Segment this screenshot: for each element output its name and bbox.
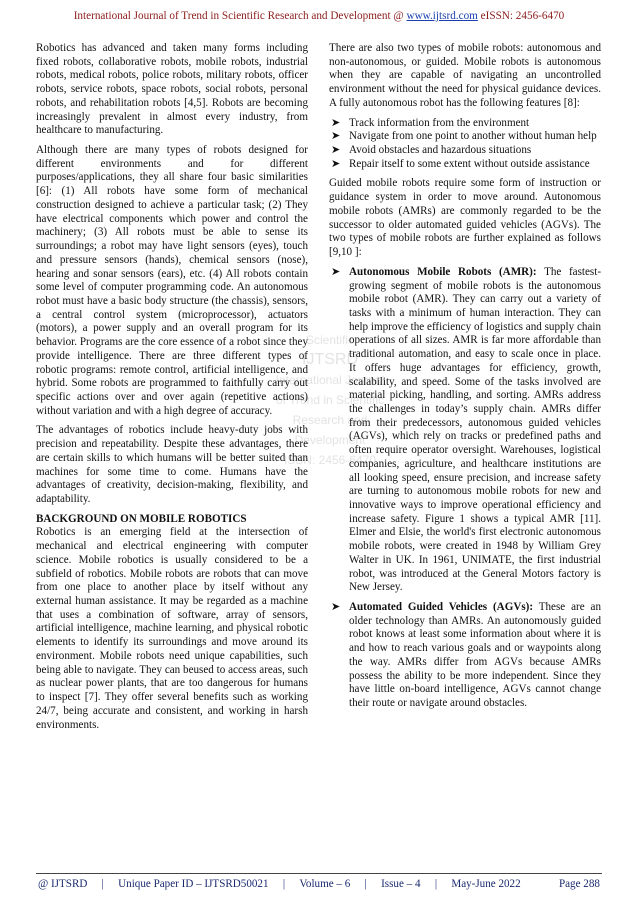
watermark-line: IJTSRD: [302, 351, 358, 368]
amr-text: The fastest-growing segment of mobile robots is the autonomous mobile robot (AMR). They can carry out a variety of tasks with a minimum of human interaction. They can help improve the efficiency of logistics and supply chain operations of all sizes. AMR is far more affordable than traditional automation, and easy to scale once in place. It offers huge advantages for efficiency, growth, scalability, and speed. Some of the tasks involved are material picking, handling, and sorting. AMRs address the challenges in today’s supply chain. AMRs differ from their predecessors, autonomous guided vehicles (AGVs), which rely on tracks or predefined paths and often require operator oversight. Warehouses, logistical companies, agriculture, and healthcare institutions are all looking speed, ensure precision, and increase safety are turning to autonomous mobile robots for new and innovative ways to improve operational efficiency and increase safety. Figure 1 shows a typical AMR [11]. Elmer and Elsie, the world's first electronic autonomous mobile robots, were created in 1948 by William Grey Walter in UK. In 1961, UNIMATE, the first industrial robot, was introduced at the General Motors factory is New Jersey.: [349, 265, 602, 594]
eissn: eISSN: 2456-6470: [480, 10, 565, 22]
paragraph: Robotics is an emerging field at the intersection of mechanical and electrical engineering with computer science. Mobile robotics is usually considered to be a subfield of robotics. Mobile robots are robots that can move from one place to another place by itself without any external human assistance. It may be regarded as a machine that uses a combination of software, array of sensors, artificial intelligence, machine learning, and physical robotic elements to identify its surroundings and move around its environment. Mobile robots need unique capabilities, such being able to navigate. They can beused to access areas, such as nuclear power plants, that are too dangerous for humans to inspect [7]. They offer several benefits such as working 24/7, being accurate and consistent, and working in harsh environments.: [36, 526, 308, 731]
footer-divider: [36, 873, 602, 874]
watermark-line: International Journal: [275, 373, 385, 387]
footer-paper-id: Unique Paper ID – IJTSRD50021: [118, 878, 269, 890]
agv-text: These are an older technology than AMRs. An autonomously guided robot knows at least some information about where it is and how to reach various goals and or waypoints along the way. AMRs differ from AGVs because AMRs possess the ability to be more independent. Since they have little on-board intelligence, AGVs cannot change their route or navigate around obstacles.: [349, 601, 601, 710]
list-item-amr: [329, 266, 601, 595]
watermark-line: Scientific: [305, 333, 355, 347]
footer-issue: Issue – 4: [381, 878, 421, 890]
watermark-line: Development: [294, 433, 366, 447]
journal-name: International Journal of Trend in Scientific Research and Development @: [73, 10, 404, 22]
footer-volume: Volume – 6: [299, 878, 351, 890]
watermark-line: Research and: [292, 413, 368, 427]
right-column: [329, 42, 601, 717]
arrow-bullet-icon: ➤: [331, 601, 341, 614]
watermark-line: ISSN: 2456-6470: [283, 453, 377, 467]
feature-list: [329, 117, 601, 172]
section-heading: BACKGROUND ON MOBILE ROBOTICS: [36, 512, 247, 525]
arrow-bullet-icon: ➤: [331, 130, 341, 143]
footer-date: May-June 2022: [451, 878, 521, 890]
amr-title: Autonomous Mobile Robots (AMR):: [349, 265, 537, 278]
footer-org: @ IJTSRD: [38, 878, 88, 890]
robot-types-list: [329, 266, 601, 711]
left-column: [36, 42, 308, 738]
list-item: ➤ Track information from the environment: [331, 116, 530, 129]
journal-url-link[interactable]: www.ijtsrd.com: [406, 10, 478, 22]
paragraph: Guided mobile robots require some form of instruction or guidance system in order to move around. Autonomous mobile robots (AMRs) are commonly regarded to be the successor to older automated guided vehicles (AGVs). The two types of mobile robots are further explained as follows [9,10 ]:: [329, 177, 601, 259]
arrow-bullet-icon: ➤: [331, 157, 341, 170]
list-item: ➤ Repair itself to some extent without outside assistance: [331, 157, 590, 170]
agv-title: Automated Guided Vehicles (AGVs):: [349, 601, 534, 614]
running-footer: @ IJTSRD | Unique Paper ID – IJTSRD50021 | Volume – 6 | Issue – 4 | May-June 2022 Page 288: [38, 878, 600, 890]
list-item: ➤ Navigate from one point to another without human help: [331, 130, 597, 143]
paragraph: There are also two types of mobile robots: autonomous and non-autonomous, or guided. Mobile robots is autonomous when they are capable of navigating an uncontrolled environment without the need for physical guidance devices. A fully autonomous robot has the following features [8]:: [329, 42, 601, 109]
arrow-bullet-icon: ➤: [331, 265, 341, 278]
arrow-bullet-icon: ➤: [331, 144, 341, 157]
paragraph: The advantages of robotics include heavy-duty jobs with precision and repeatability. Despite these advantages, there are certain skills to which humans will be better suited than machines for some time to come. Humans have the advantages of creativity, decision-making, flexibility, and adaptability.: [36, 424, 308, 505]
arrow-bullet-icon: ➤: [331, 116, 341, 129]
paragraph: Robotics has advanced and taken many forms including fixed robots, collaborative robots, mobile robots, industrial robots, medical robots, police robots, military robots, officer robots, service robots, space robots, social robots, personal robots, and rehabilitation robots [4,5]. Robots are becoming increasingly prevalent in almost every industry, from healthcare to manufacturing.: [36, 42, 308, 137]
list-item-agv: [329, 601, 601, 711]
watermark-line: of Trend in Scientific: [275, 393, 385, 407]
running-header: [0, 10, 638, 22]
footer-page: Page 288: [558, 878, 600, 890]
paragraph: Although there are many types of robots designed for different environments and for different purposes/applications, they all share four basic similarities [6]: (1) All robots have some form of mechanical construction designed to achieve a particular task; (2) They have electrical components which power and control the machinery; (3) All robots must be able to sense its surroundings; a robot may have light sensors (eyes), touch and pressure sensors (hands), chemical sensors (nose), hearing and sonar sensors (ears), etc. (4) All robots contain some level of computer programming code. An autonomous robot must have a basic body structure (the chassis), sensors, a central control system (microprocessor), actuators (motors), a power supply and an overall program for its behavior. Programs are the core essence of a robot since they provide intelligence. There are three different types of robotic programs: remote control, artificial intelligence, and hybrid. Some robots are programmed to faithfully carry out specific actions over and over again (repetitive actions) without variation and with a high degree of accuracy.: [36, 144, 308, 417]
list-item: ➤ Avoid obstacles and hazardous situations: [331, 144, 532, 157]
